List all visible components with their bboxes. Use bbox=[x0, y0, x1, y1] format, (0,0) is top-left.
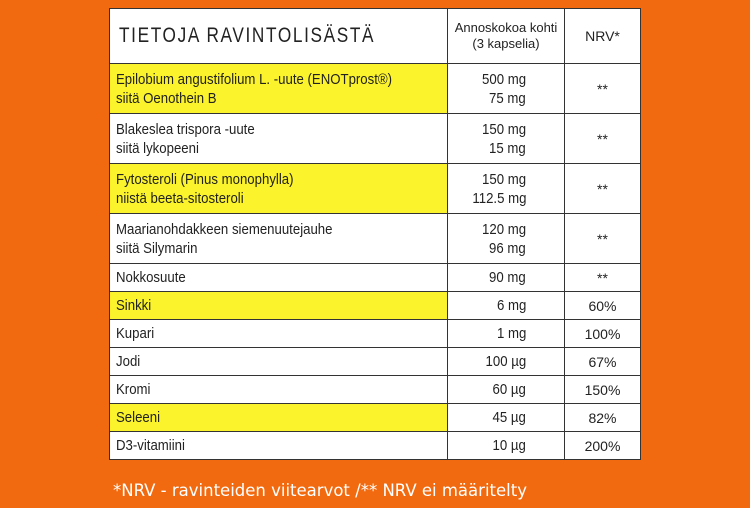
ingredient-name-line: siitä Oenothein B bbox=[116, 89, 217, 107]
nrv-value: 82% bbox=[565, 404, 641, 432]
amount-per-serving bbox=[448, 64, 565, 114]
ingredient-name-line: Kromi bbox=[116, 381, 151, 398]
amount-line: 45 µg bbox=[492, 409, 526, 426]
amount-line: 150 mg bbox=[481, 170, 526, 188]
amount-per-serving bbox=[448, 320, 565, 348]
nrv-value: 200% bbox=[565, 432, 641, 460]
ingredient-name-line: niistä beeta-sitosteroli bbox=[116, 189, 244, 207]
nrv-value: ** bbox=[565, 114, 641, 164]
nrv-value: 150% bbox=[565, 376, 641, 404]
amount-line: 10 µg bbox=[492, 437, 526, 454]
amount-line: 60 µg bbox=[492, 381, 526, 398]
ingredient-name bbox=[110, 214, 448, 264]
ingredient-name bbox=[110, 348, 448, 376]
table-row bbox=[110, 164, 641, 214]
ingredient-name-line: Epilobium angustifolium L. -uute (ENOTprost®) bbox=[116, 70, 393, 88]
ingredient-name-line: Fytosteroli (Pinus monophylla) bbox=[116, 170, 294, 188]
amount-line: 96 mg bbox=[489, 239, 526, 257]
nrv-value: 100% bbox=[565, 320, 641, 348]
table-header-row bbox=[110, 9, 641, 64]
nrv-value: 60% bbox=[565, 292, 641, 320]
ingredient-name bbox=[110, 292, 448, 320]
nrv-value: ** bbox=[565, 214, 641, 264]
table-row bbox=[110, 404, 641, 432]
ingredient-name bbox=[110, 432, 448, 460]
amount-line: 6 mg bbox=[496, 297, 526, 314]
ingredient-name-line: Maarianohdakkeen siemenuutejauhe bbox=[116, 220, 333, 238]
table-row bbox=[110, 292, 641, 320]
amount-line: 112.5 mg bbox=[471, 189, 526, 207]
nrv-value: 67% bbox=[565, 348, 641, 376]
ingredient-name-line: siitä Silymarin bbox=[116, 239, 198, 257]
ingredient-name bbox=[110, 114, 448, 164]
header-amount: Annoskokoa kohti (3 kapselia) bbox=[448, 9, 565, 64]
ingredient-name-line: siitä lykopeeni bbox=[116, 139, 199, 157]
amount-per-serving bbox=[448, 164, 565, 214]
table-title: TIETOJA RAVINTOLISÄSTÄ bbox=[110, 9, 448, 64]
ingredient-name bbox=[110, 404, 448, 432]
table-row bbox=[110, 320, 641, 348]
ingredient-name bbox=[110, 376, 448, 404]
amount-per-serving bbox=[448, 376, 565, 404]
ingredient-name-line: Sinkki bbox=[116, 297, 152, 314]
ingredient-name-line: Kupari bbox=[116, 325, 155, 342]
amount-per-serving bbox=[448, 432, 565, 460]
amount-per-serving bbox=[448, 348, 565, 376]
amount-line: 75 mg bbox=[489, 89, 526, 107]
header-nrv: NRV* bbox=[565, 9, 641, 64]
ingredient-name bbox=[110, 64, 448, 114]
amount-per-serving bbox=[448, 404, 565, 432]
amount-line: 1 mg bbox=[496, 325, 526, 342]
table-row bbox=[110, 114, 641, 164]
ingredient-name-line: Seleeni bbox=[116, 409, 161, 426]
amount-per-serving bbox=[448, 264, 565, 292]
table-row bbox=[110, 64, 641, 114]
nrv-value: ** bbox=[565, 164, 641, 214]
table-row bbox=[110, 214, 641, 264]
amount-line: 100 µg bbox=[485, 353, 526, 370]
ingredient-name bbox=[110, 164, 448, 214]
amount-line: 150 mg bbox=[481, 120, 526, 138]
table-row bbox=[110, 264, 641, 292]
ingredient-name-line: Blakeslea trispora -uute bbox=[116, 120, 255, 138]
amount-line: 500 mg bbox=[481, 70, 526, 88]
ingredient-name bbox=[110, 264, 448, 292]
amount-per-serving bbox=[448, 214, 565, 264]
footnote: *NRV - ravinteiden viitearvot /** NRV ei määritelty bbox=[113, 481, 527, 500]
amount-line: 90 mg bbox=[489, 269, 526, 286]
table-row bbox=[110, 348, 641, 376]
table-row bbox=[110, 432, 641, 460]
ingredient-name-line: Jodi bbox=[116, 353, 141, 370]
nutrition-facts-table bbox=[109, 8, 641, 460]
amount-per-serving bbox=[448, 114, 565, 164]
table-row bbox=[110, 376, 641, 404]
nrv-value: ** bbox=[565, 264, 641, 292]
nrv-value: ** bbox=[565, 64, 641, 114]
ingredient-name-line: D3-vitamiini bbox=[116, 437, 185, 454]
amount-line: 15 mg bbox=[489, 139, 526, 157]
amount-per-serving bbox=[448, 292, 565, 320]
ingredient-name-line: Nokkosuute bbox=[116, 269, 186, 286]
amount-line: 120 mg bbox=[481, 220, 526, 238]
ingredient-name bbox=[110, 320, 448, 348]
